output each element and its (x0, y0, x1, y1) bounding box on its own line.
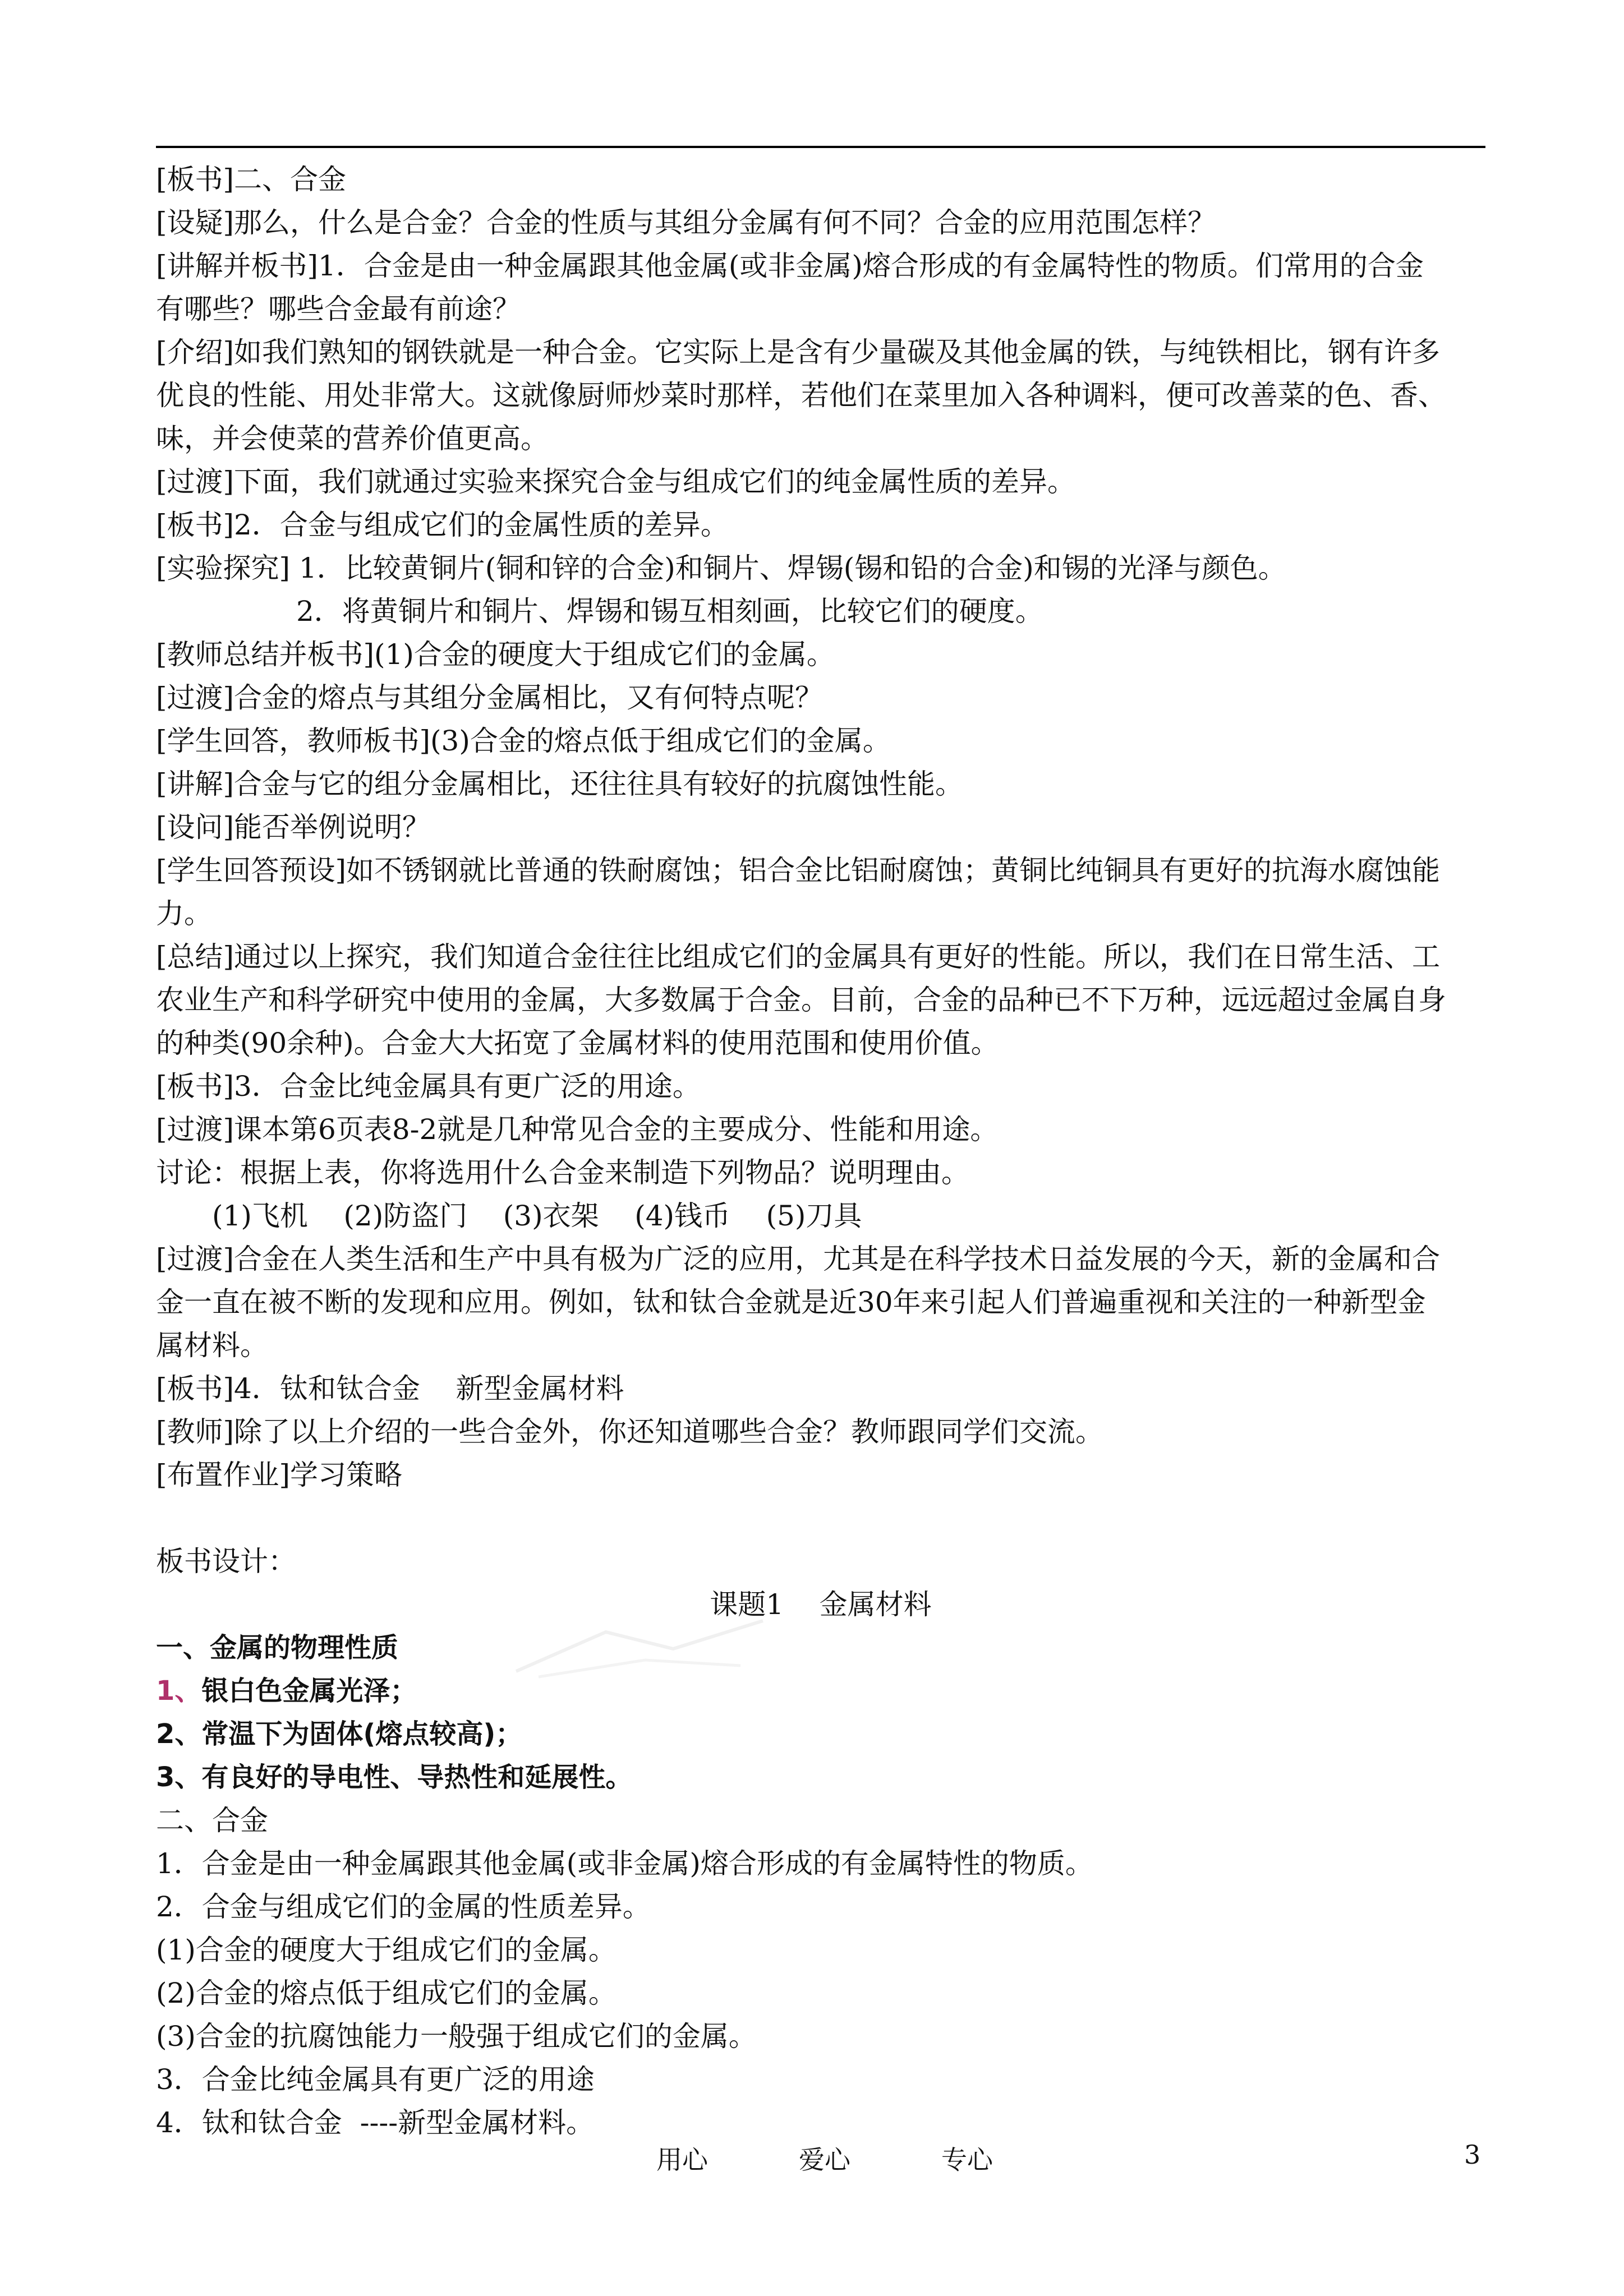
text-line: [设问]能否举例说明？ (156, 811, 431, 843)
board-design-heading: 板书设计： (156, 1545, 296, 1578)
text-line: 优良的性能、用处非常大。这就像厨师炒菜时那样，若他们在菜里加入各种调料，便可改善菜的色、香、 (156, 379, 1446, 412)
faint-scan-artifact (505, 1610, 774, 1688)
board-item-1-number: 1、 (156, 1675, 202, 1707)
text-line: [讲解并板书]1．合金是由一种金属跟其他金属(或非金属)熔合形成的有金属特性的物质。们常用的合金 (156, 250, 1424, 282)
text-line: 讨论：根据上表，你将选用什么合金来制造下列物品？说明理由。 (156, 1156, 969, 1189)
board-item-3: 3、有良好的导电性、导热性和延展性。 (156, 1762, 633, 1793)
text-line: [讲解]合金与它的组分金属相比，还往往具有较好的抗腐蚀性能。 (156, 768, 964, 800)
text-line: [板书]4．钛和钛合金 新型金属材料 (156, 1372, 624, 1405)
text-line: 农业生产和科学研究中使用的金属，大多数属于合金。目前，合金的品种已不下万种，远远超过金属自身 (156, 984, 1446, 1016)
board-item-1 (156, 1670, 1485, 1713)
board-item-2: 2、常温下为固体(熔点较高)； (156, 1718, 523, 1750)
board-point: (2)合金的熔点低于组成它们的金属。 (156, 1977, 617, 2009)
text-line: [学生回答，教师板书](3)合金的熔点低于组成它们的金属。 (156, 725, 891, 757)
document-body (156, 158, 1485, 2145)
text-line: [学生回答预设]如不锈钢就比普通的铁耐腐蚀；铝合金比铝耐腐蚀；黄铜比纯铜具有更好的抗海水腐蚀能 (156, 854, 1441, 887)
item-list-line: (1)飞机 (2)防盗门 (3)衣架 (4)钱币 (5)刀具 (212, 1200, 862, 1232)
text-line: [实验探究] 1．比较黄铜片(铜和锌的合金)和铜片、焊锡(锡和铅的合金)和锡的光泽与颜色。 (156, 552, 1286, 584)
text-line: [过渡]课本第6页表8-2就是几种常见合金的主要成分、性能和用途。 (156, 1113, 999, 1146)
board-section-2: 二、合金 (156, 1804, 268, 1837)
text-line: [过渡]合金在人类生活和生产中具有极为广泛的应用，尤其是在科学技术日益发展的今天，新的金属和合 (156, 1243, 1441, 1275)
header-rule (156, 146, 1485, 148)
text-line: [过渡]下面，我们就通过实验来探究合金与组成它们的纯金属性质的差异。 (156, 465, 1076, 498)
text-line: 属材料。 (156, 1329, 268, 1362)
text-line: 的种类(90余种)。合金大大拓宽了金属材料的使用范围和使用价值。 (156, 1027, 999, 1059)
board-point: 4．钛和钛合金 ----新型金属材料。 (156, 2106, 595, 2139)
text-line: [板书]3．合金比纯金属具有更广泛的用途。 (156, 1070, 701, 1103)
text-line: [总结]通过以上探究，我们知道合金往往比组成它们的金属具有更好的性能。所以，我们在日常生活、工 (156, 940, 1441, 973)
board-design-title: 课题1 金属材料 (710, 1588, 932, 1621)
footer-word: 爱心 (799, 2145, 850, 2175)
text-line: [过渡]合金的熔点与其组分金属相比，又有何特点呢？ (156, 681, 823, 714)
text-line: [教师]除了以上介绍的一些合金外，你还知道哪些合金？教师跟同学们交流。 (156, 1416, 1104, 1448)
board-section-1: 一、金属的物理性质 (156, 1632, 399, 1663)
text-line: [板书]二、合金 (156, 163, 347, 196)
text-line: [介绍]如我们熟知的钢铁就是一种合金。它实际上是含有少量碳及其他金属的铁，与纯铁相比，钢有许多 (156, 336, 1441, 368)
blank-line (156, 1497, 1485, 1540)
page-number: 3 (1464, 2140, 1481, 2170)
text-line: [设疑]那么，什么是合金？合金的性质与其组分金属有何不同？合金的应用范围怎样？ (156, 206, 1216, 239)
text-line: 有哪些？哪些合金最有前途？ (156, 293, 521, 325)
board-point: 3．合金比纯金属具有更广泛的用途 (156, 2063, 595, 2096)
text-line: [教师总结并板书](1)合金的硬度大于组成它们的金属。 (156, 638, 835, 671)
text-line: 金一直在被不断的发现和应用。例如，钛和钛合金就是近30年来引起人们普遍重视和关注的一种新型金 (156, 1286, 1426, 1318)
footer-word: 专心 (941, 2145, 993, 2175)
footer-word: 用心 (656, 2145, 708, 2175)
board-item-1-text: 银白色金属光泽； (201, 1675, 417, 1707)
footer-motto (656, 2140, 993, 2177)
text-line: 味，并会使菜的营养价值更高。 (156, 422, 549, 455)
board-point: (3)合金的抗腐蚀能力一般强于组成它们的金属。 (156, 2020, 757, 2053)
text-line: 2．将黄铜片和铜片、焊锡和锡互相刻画，比较它们的硬度。 (296, 595, 1043, 628)
text-line: [板书]2．合金与组成它们的金属性质的差异。 (156, 509, 729, 541)
text-line: 力。 (156, 897, 212, 930)
board-point: 1．合金是由一种金属跟其他金属(或非金属)熔合形成的有金属特性的物质。 (156, 1847, 1093, 1880)
board-point: 2．合金与组成它们的金属的性质差异。 (156, 1891, 651, 1923)
text-line: [布置作业]学习策略 (156, 1459, 403, 1491)
board-point: (1)合金的硬度大于组成它们的金属。 (156, 1934, 617, 1966)
